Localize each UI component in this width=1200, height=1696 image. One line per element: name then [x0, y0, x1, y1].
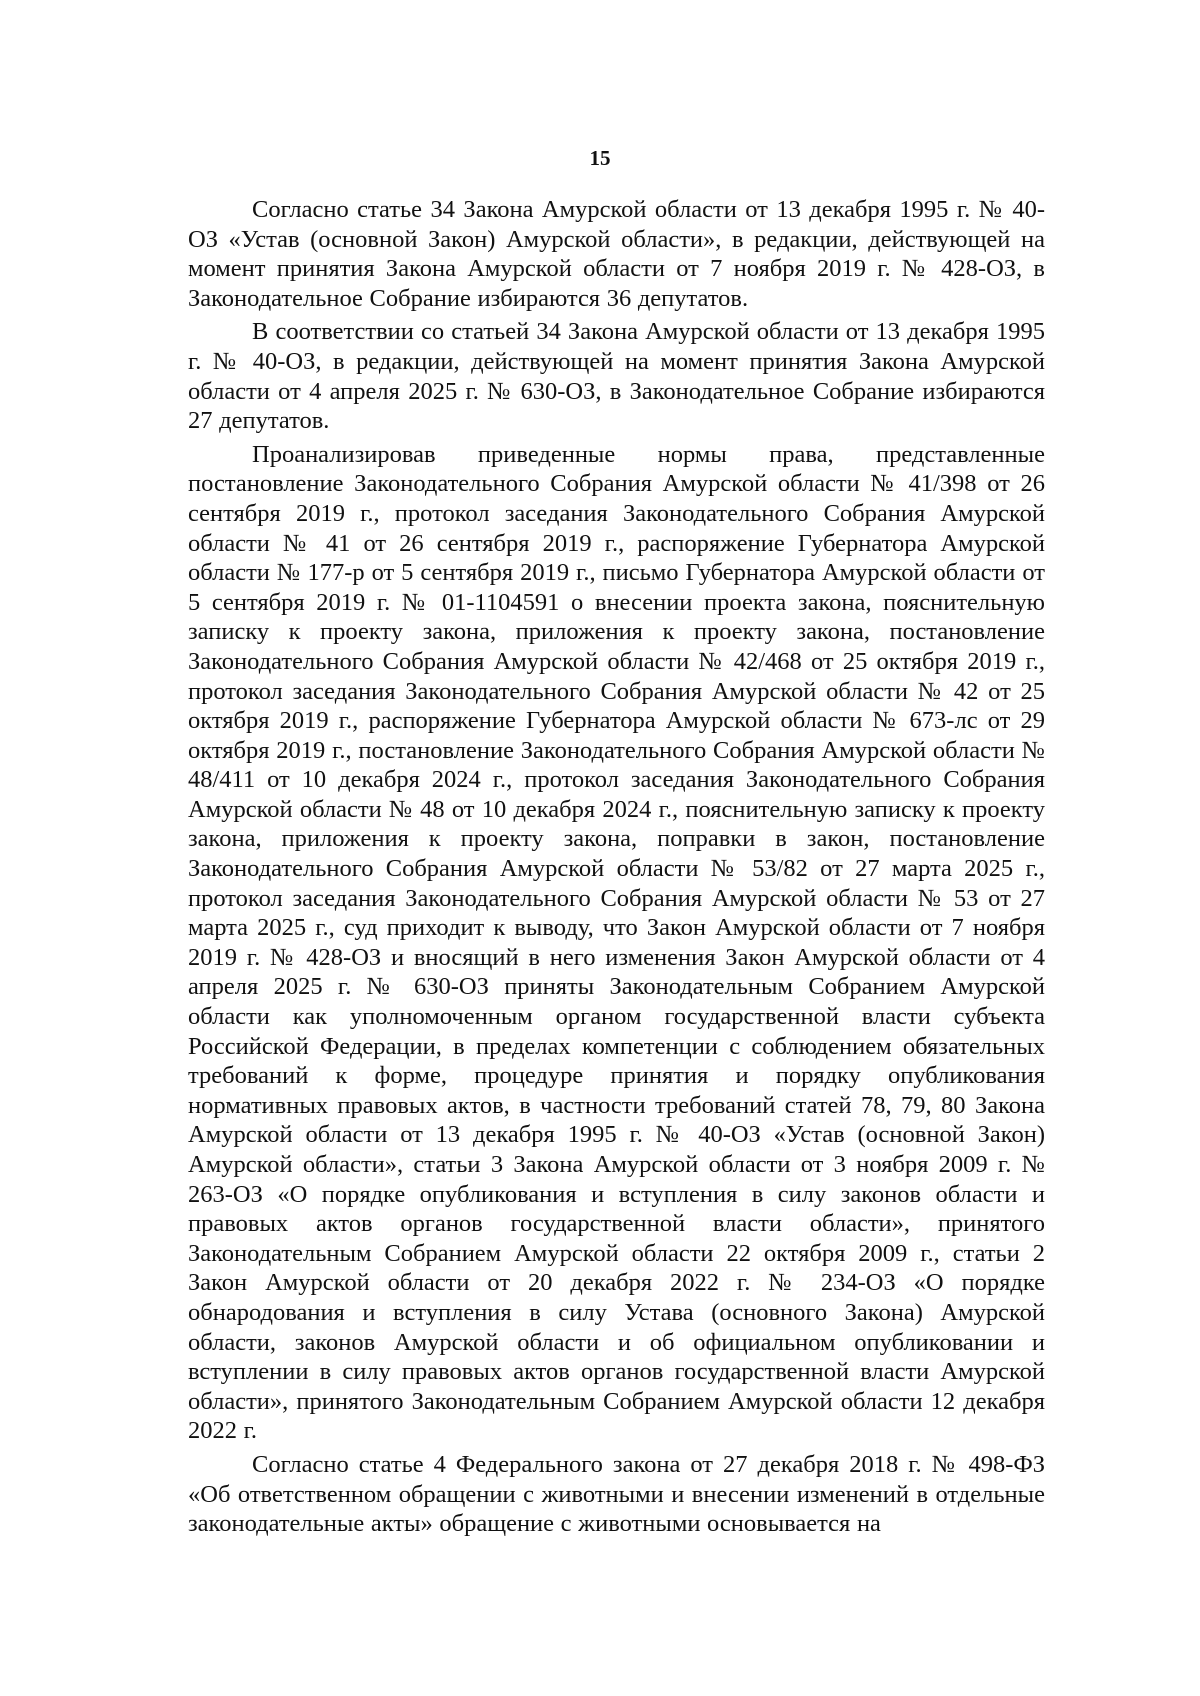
paragraph-article-34-36-deputies: Согласно статье 34 Закона Амурской области от 13 декабря 1995 г. № 40-ОЗ «Устав (основной Закон) Амурской области», в редакции, действующей на момент принятия Закона Амурской области от 7 ноября 2019 г. № 428-ОЗ, в Законодательное Собрание избираются 36 депутатов.	[188, 196, 1045, 312]
paragraph-article-34-27-deputies: В соответствии со статьей 34 Закона Амурской области от 13 декабря 1995 г. № 40-ОЗ, в редакции, действующей на момент принятия Закона Амурской области от 4 апреля 2025 г. № 630-ОЗ, в Законодательное Собрание избираются 27 депутатов.	[188, 318, 1045, 435]
document-body	[188, 195, 1045, 1539]
page-number: 15	[589, 146, 611, 170]
paragraph-federal-law-498: Согласно статье 4 Федерального закона от 27 декабря 2018 г. № 498-ФЗ «Об ответственном обращении с животными и внесении изменений в отдельные законодательные акты» обращение с животными основывается на	[188, 1450, 1045, 1538]
paragraph-court-analysis: Проанализировав приведенные нормы права, представленные постановление Законодательного Собрания Амурской области № 41/398 от 26 сентября 2019 г., протокол заседания Законодательного Собрания Амурской области № 41 от 26 сентября 2019 г., распоряжение Губернатора Амурской области № 177-р от 5 сентября 2019 г., письмо Губернатора Амурской области от 5 сентября 2019 г. № 01-1104591 о внесении проекта закона, пояснительную записку к проекту закона, приложения к проекту закона, постановление Законодательного Собрания Амурской области № 42/468 от 25 октября 2019 г., протокол заседания Законодательного Собрания Амурской области № 42 от 25 октября 2019 г., распоряжение Губернатора Амурской области № 673-лс от 29 октября 2019 г., постановление Законодательного Собрания Амурской области № 48/411 от 10 декабря 2024 г., протокол заседания Законодательного Собрания Амурской области № 48 от 10 декабря 2024 г., пояснительную записку к проекту закона, приложения к проекту закона, поправки в закон, постановление Законодательного Собрания Амурской области № 53/82 от 27 марта 2025 г., протокол заседания Законодательного Собрания Амурской области № 53 от 27 марта 2025 г., суд приходит к выводу, что Закон Амурской области от 7 ноября 2019 г. № 428-ОЗ и вносящий в него изменения Закон Амурской области от 4 апреля 2025 г. № 630-ОЗ приняты Законодательным Собранием Амурской области как уполномоченным органом государственной власти субъекта Российской Федерации, в пределах компетенции с соблюдением обязательных требований к форме, процедуре принятия и порядку опубликования нормативных правовых актов, в частности требований статей 78, 79, 80 Закона Амурской области от 13 декабря 1995 г. № 40-ОЗ «Устав (основной Закон) Амурской области», статьи 3 Закона Амурской области от 3 ноября 2009 г. № 263-ОЗ «О порядке опубликования и вступления в силу законов области и правовых актов органов государственной власти области», принятого Законодательным Собранием Амурской области 22 октября 2009 г., статьи 2 Закон Амурской области от 20 декабря 2022 г. № 234-ОЗ «О порядке обнародования и вступления в силу Устава (основного Закона) Амурской области, законов Амурской области и об официальном опубликовании и вступлении в силу правовых актов органов государственной власти Амурской области», принятого Законодательным Собранием Амурской области 12 декабря 2022 г.	[188, 440, 1045, 1445]
